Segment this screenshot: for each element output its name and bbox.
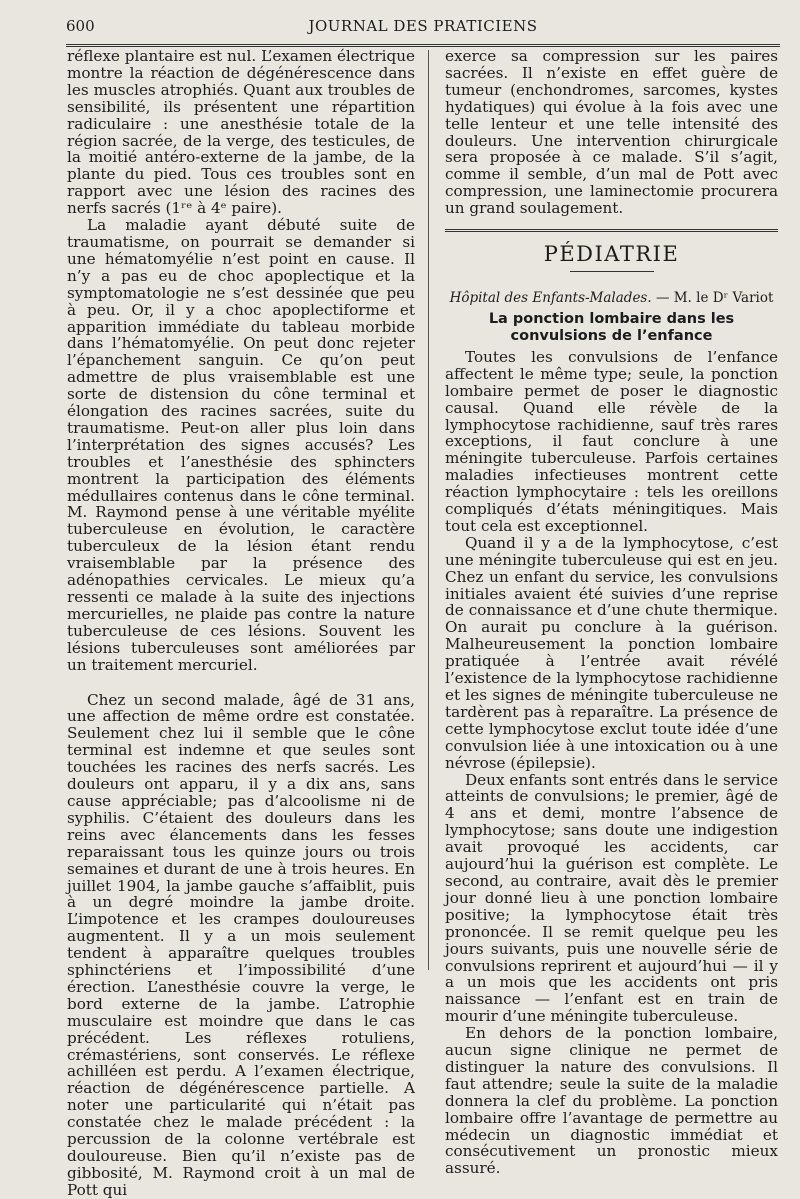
section-rule <box>445 229 778 232</box>
paragraph: Deux enfants sont entrés dans le service atteints de convulsions; le premier, âgé de 4 ans et demi, montre l’absence de lymphocytose; sans doute une indigestion avait provoqué les accidents, car aujourd’hui la guérison est complète. Le second, au contraire, avait dès le premier jour donné lieu à une ponction lombaire positive; la lymphocytose était très prononcée. Il se remit quelque peu les jours suivants, puis une nouvelle série de convulsions reprirent et aujourd’hui — il y a un mois que les accidents ont pris naissance — l’enfant est en train de mourir d’une méningite tuberculeuse. <box>445 770 778 1026</box>
column-divider <box>428 50 429 970</box>
running-title: JOURNAL DES PRATICIENS <box>308 17 538 35</box>
page-header <box>66 14 780 40</box>
byline-author: — M. le Dʳ Variot <box>651 289 774 306</box>
paragraph: La maladie ayant débuté suite de traumatisme, on pourrait se demander si une hématomyélie n’est point en cause. Il n’y a pas eu de choc apoplectique et la symptomatologie ne s’est dessinée que peu à peu. Or, il y a choc apoplectiforme et apparition immédiate du tableau morbide dans l’hématomyélie. On peut donc rejeter l’épanchement sanguin. Ce qu’on peut admettre de plus vraisemblable est une sorte de distension du cône terminal et élongation des racines sacrées, suite du traumatisme. Peut-on aller plus loin dans l’interprétation des signes accusés? Les troubles et l’anesthésie des sphincters montrent la participation des éléments médullaires contenus dans le cône terminal. M. Raymond pense à une véritable myélite tuberculeuse en évolution, le caractère tuberculeux de la lésion étant rendu vraisemblable par la présence des adénopathies cervicales. Le mieux qu’a ressenti ce malade à la suite des injections mercurielles, ne plaide pas contre la nature tuberculeuse de ces lésions. Souvent les lésions tuberculeuses sont améliorées par un traitement mercuriel. <box>67 216 415 674</box>
paragraph: Quand il y a de la lymphocytose, c’est une méningite tuberculeuse qui est en jeu. Chez un enfant du service, les convulsions initiales avaient été suivies d’une reprise de connaissance et d’une chute thermique. On aurait pu conclure à la guérison. Malheureusement la ponction lombaire pratiquée à l’entrée avait révélé l’existence de la lymphocytose rachidienne et les signes de méningite tuberculeuse ne tardèrent pas à reparaître. La présence de cette lymphocytose exclut toute idée d’une convulsion liée à une intoxication ou à une névrose (épilepsie). <box>445 533 778 772</box>
paragraph-gap <box>67 674 415 692</box>
section-title: PÉDIATRIE <box>543 242 680 267</box>
paragraph: En dehors de la ponction lombaire, aucun signe clinique ne permet de distinguer la nature des convulsions. Il faut attendre; seule la suite de la maladie donnera la clef du problème. La ponction lombaire offre l’avantage de permettre au médecin un diagnostic immédiat et consécutivement un pronostic mieux assuré. <box>445 1024 778 1178</box>
right-column <box>445 48 778 1177</box>
byline-place: Hôpital des Enfants-Malades. <box>449 289 652 306</box>
section-title-rule <box>570 271 654 272</box>
article-byline <box>445 290 778 307</box>
page-number: 600 <box>66 17 95 35</box>
article-title: La ponction lombaire dans les convulsions de l’enfance <box>488 310 735 344</box>
left-column <box>67 48 415 1199</box>
paragraph: Chez un second malade, âgé de 31 ans, une affection de même ordre est constatée. Seulement chez lui il semble que le cône terminal est indemne et que seules sont touchées les racines des nerfs sacrés. Les douleurs ont apparu, il y a dix ans, sans cause appréciable; pas d’alcoolisme ni de syphilis. C’étaient des douleurs dans les reins avec élancements dans les fesses reparaissant tous les quinze jours ou trois semaines et durant de une à trois heures. En juillet 1904, la jambe gauche s’affaiblit, puis à un degré moindre la jambe droite. L’impotence et les crampes douloureuses augmentent. Il y a un mois seulement tendent à apparaître quelques troubles sphinctériens et l’impossibilité d’une érection. L’anesthésie couvre la verge, le bord externe de la jambe. L’atrophie musculaire est moindre que dans le cas précédent. Les réflexes rotuliens, crémastériens, sont conservés. Le réflexe achilléen est perdu. A l’examen électrique, réaction de dégénérescence partielle. A noter une particularité qui n’était pas constatée chez le malade précédent : la percussion de la colonne vertébrale est douloureuse. Bien qu’il n’existe pas de gibbosité, M. Raymond croit à un mal de Pott qui <box>67 690 415 1199</box>
paragraph: Toutes les convulsions de l’enfance affectent le même type; seule, la ponction lombaire permet de poser le diagnostic causal. Quand elle révèle de la lymphocytose rachidienne, sauf très rares exceptions, il faut conclure à une méningite tuberculeuse. Parfois certaines maladies infectieuses montrent cette réaction lymphocytaire : tels les oreillons compliqués d’états méningitiques. Mais tout cela est exceptionnel. <box>445 347 778 535</box>
paragraph: réflexe plantaire est nul. L’examen électrique montre la réaction de dégénérescence dans les muscles atrophiés. Quant aux troubles de sensibilité, ils présentent une répartition radiculaire : une anesthésie totale de la région sacrée, de la verge, des testicules, de la moitié antéro-externe de la jambe, de la plante du pied. Tous ces troubles sont en rapport avec une lésion des racines des nerfs sacrés (1ʳᵉ à 4ᵉ paire). <box>67 47 415 218</box>
paragraph-continuation: exerce sa compression sur les paires sacrées. Il n’existe en effet guère de tumeur (enchondromes, sarcomes, kystes hydatiques) qui évolue à la fois avec une telle lenteur et une telle intensité des douleurs. Une intervention chirurgicale sera proposée à ce malade. S’il s’agit, comme il semble, d’un mal de Pott avec compression, une laminectomie procurera un grand soulagement. <box>445 47 778 218</box>
